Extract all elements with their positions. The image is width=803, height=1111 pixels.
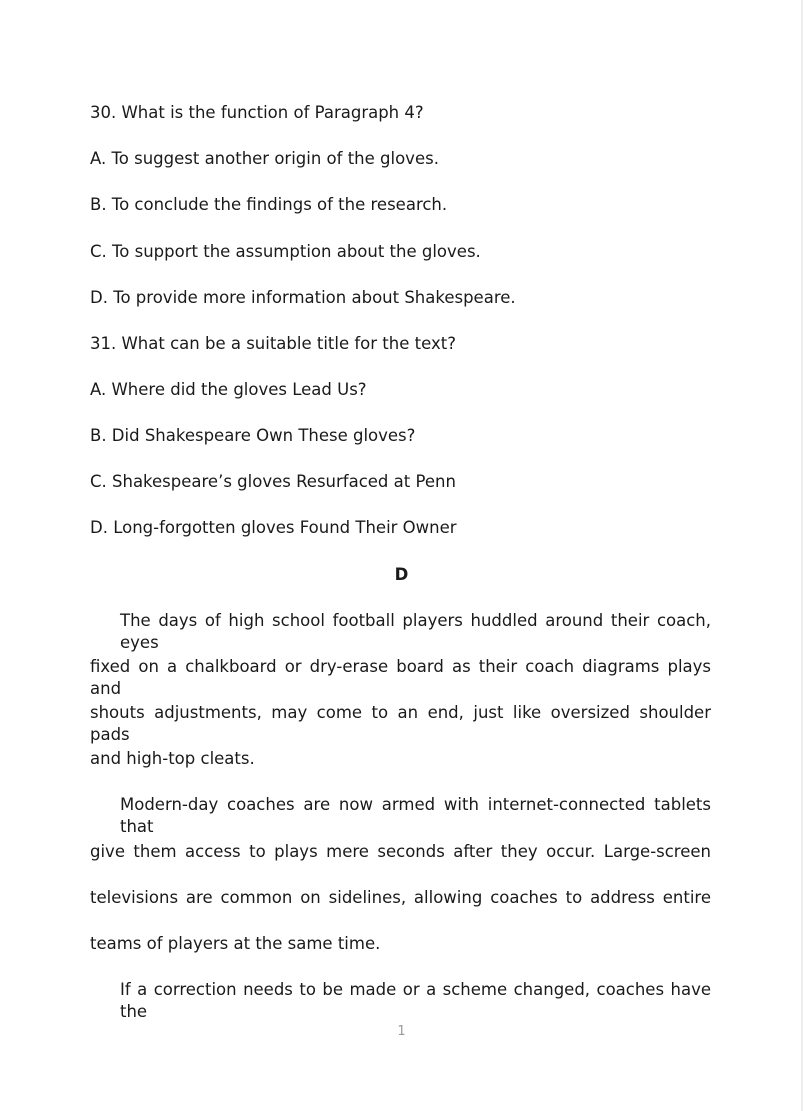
question-31-stem: 31. What can be a suitable title for the text? [90, 334, 456, 353]
passage-line: fixed on a chalkboard or dry-erase board as their coach diagrams plays and [90, 657, 711, 698]
question-31-option-d: D. Long-forgotten gloves Found Their Owner [90, 518, 457, 537]
passage-line: The days of high school football players huddled around their coach, eyes [120, 611, 711, 652]
page-number: 1 [397, 1024, 406, 1039]
passage-line: If a correction needs to be made or a scheme changed, coaches have the [120, 980, 711, 1021]
passage-line: teams of players at the same time. [90, 934, 381, 953]
passage-line: and high-top cleats. [90, 749, 255, 768]
passage-line: give them access to plays mere seconds after they occur. Large-screen [90, 842, 711, 861]
question-30-option-d: D. To provide more information about Shakespeare. [90, 288, 516, 307]
passage-line: shouts adjustments, may come to an end, just like oversized shoulder pads [90, 703, 711, 744]
question-31-option-a: A. Where did the gloves Lead Us? [90, 380, 367, 399]
passage-line: televisions are common on sidelines, allowing coaches to address entire [90, 888, 711, 907]
passage-line: Modern-day coaches are now armed with internet-connected tablets that [120, 795, 711, 836]
question-31-option-b: B. Did Shakespeare Own These gloves? [90, 426, 416, 445]
question-30-option-a: A. To suggest another origin of the gloves. [90, 149, 439, 168]
question-30-stem: 30. What is the function of Paragraph 4? [90, 103, 424, 122]
question-30-option-b: B. To conclude the findings of the research. [90, 195, 448, 214]
question-31-option-c: C. Shakespeare’s gloves Resurfaced at Penn [90, 472, 456, 491]
question-30-option-c: C. To support the assumption about the gloves. [90, 242, 481, 261]
section-heading: D [394, 565, 409, 584]
